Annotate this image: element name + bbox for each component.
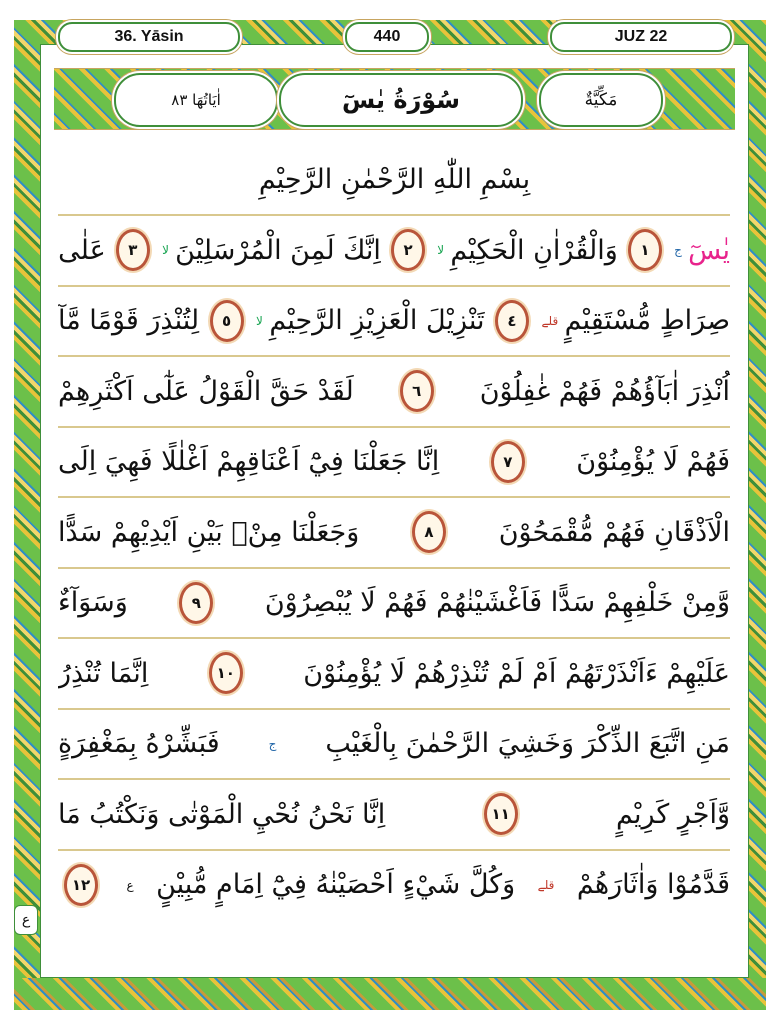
verse-text: اِنَّمَا تُنْذِرُ bbox=[58, 657, 149, 689]
verse-text: تَنْزِيْلَ الْعَزِيْزِ الرَّحِيْمِ bbox=[269, 305, 485, 337]
verse-line bbox=[58, 778, 730, 849]
verse-line bbox=[58, 214, 730, 285]
waqf-sign: ع bbox=[126, 877, 134, 892]
surah-title-pill: 36. Yāsin bbox=[58, 22, 240, 52]
verse-text: لَقَدْ حَقَّ الْقَوْلُ عَلٰٓى اَكْثَرِهِمْ bbox=[58, 375, 354, 407]
waqf-sign: لا bbox=[256, 313, 263, 328]
waqf-sign: ج bbox=[674, 243, 682, 258]
verse-text: وَسَوَآءٌ bbox=[58, 587, 128, 619]
ayah-number-marker: ٥ bbox=[210, 300, 244, 342]
verse-text: اِنَّا نَحْنُ نُحْيِ الْمَوْتٰى وَنَكْتُبُ مَا bbox=[58, 798, 386, 830]
verse-line bbox=[58, 285, 730, 356]
ayah-number-marker: ٦ bbox=[400, 370, 434, 412]
waqf-sign: ج bbox=[268, 736, 277, 751]
verse-line bbox=[58, 637, 730, 708]
ayah-number-marker: ٩ bbox=[179, 582, 213, 624]
waqf-sign: قلے bbox=[537, 877, 555, 892]
verse-text: وَكُلَّ شَيْءٍ اَحْصَيْنٰهُ فِيْٓ اِمَامٍ مُّبِيْنٍ bbox=[156, 869, 516, 901]
verse-text: وَّمِنْ خَلْفِهِمْ سَدًّا فَاَغْشَيْنٰهُمْ فَهُمْ لَا يُبْصِرُوْنَ bbox=[264, 587, 730, 619]
ayah-number-marker: ٨ bbox=[412, 511, 446, 553]
verse-text: فَهُمْ لَا يُؤْمِنُوْنَ bbox=[576, 446, 730, 478]
ayah-number-marker: ٢ bbox=[391, 229, 425, 271]
verse-text: الْاَذْقَانِ فَهُمْ مُّقْمَحُوْنَ bbox=[498, 516, 730, 548]
verse-text: يٰسٓ bbox=[688, 234, 730, 266]
waqf-sign: لا bbox=[162, 243, 169, 258]
verse-line bbox=[58, 426, 730, 497]
ayah-number-marker: ٧ bbox=[491, 441, 525, 483]
verse-text: فَبَشِّرْهُ بِمَغْفِرَةٍ bbox=[58, 728, 220, 760]
verse-text: وَجَعَلْنَا مِنْۢ بَيْنِ اَيْدِيْهِمْ سَدًّا bbox=[58, 516, 360, 548]
verse-text: اِنَّا جَعَلْنَا فِيْٓ اَعْنَاقِهِمْ اَغْلٰلًا فَهِيَ اِلَى bbox=[58, 446, 440, 478]
verse-text: وَّاَجْرٍ كَرِيْمٍ bbox=[616, 798, 730, 830]
waqf-sign: لا bbox=[437, 243, 445, 258]
revelation-place-label: مَكِّيَّةٌ bbox=[539, 73, 663, 127]
ruku-marker: ع bbox=[14, 905, 38, 935]
verse-text: مَنِ اتَّبَعَ الذِّكْرَ وَخَشِيَ الرَّحْمٰنَ بِالْغَيْبِ bbox=[325, 728, 730, 760]
ayah-number-marker: ١٢ bbox=[64, 864, 98, 906]
bottom-ornament bbox=[14, 978, 766, 1010]
verse-text: وَالْقُرْاٰنِ الْحَكِيْمِ bbox=[450, 234, 618, 266]
verse-text: صِرَاطٍ مُّسْتَقِيْمٍ bbox=[564, 305, 730, 337]
ayah-number-marker: ٣ bbox=[116, 229, 150, 271]
page-number-pill: 440 bbox=[345, 22, 429, 52]
verse-text: عَلَيْهِمْ ءَاَنْذَرْتَهُمْ اَمْ لَمْ تُنْذِرْهُمْ لَا يُؤْمِنُوْنَ bbox=[303, 657, 730, 689]
juz-pill: JUZ 22 bbox=[550, 22, 732, 52]
surah-name-title: سُوْرَةُ يٰسٓ bbox=[279, 73, 523, 127]
ayah-number-marker: ١ bbox=[628, 229, 662, 271]
verse-text: قَدَّمُوْا وَاٰثَارَهُمْ bbox=[576, 869, 730, 901]
verse-line bbox=[58, 849, 730, 920]
ayah-number-marker: ٤ bbox=[495, 300, 529, 342]
verse-text: اِنَّكَ لَمِنَ الْمُرْسَلِيْنَ bbox=[175, 234, 381, 266]
verse-text: لِتُنْذِرَ قَوْمًا مَّآ bbox=[58, 305, 200, 337]
bismillah: بِسْمِ اللّٰهِ الرَّحْمٰنِ الرَّحِيْمِ bbox=[258, 164, 531, 195]
verse-lines bbox=[58, 214, 730, 919]
verse-line bbox=[58, 708, 730, 779]
waqf-sign: قلے bbox=[541, 313, 559, 328]
ayah-number-marker: ١٠ bbox=[209, 652, 243, 694]
verse-line bbox=[58, 355, 730, 426]
verse-line bbox=[58, 496, 730, 567]
ayat-count-label: اٰيَاتُهَا ٨٣ bbox=[114, 73, 278, 127]
ayah-number-marker: ١١ bbox=[484, 793, 518, 835]
verse-text: اُنْذِرَ اٰبَآؤُهُمْ فَهُمْ غٰفِلُوْنَ bbox=[479, 375, 730, 407]
verse-text: عَلٰى bbox=[58, 234, 106, 266]
surah-banner bbox=[54, 68, 735, 130]
verse-line bbox=[58, 567, 730, 638]
